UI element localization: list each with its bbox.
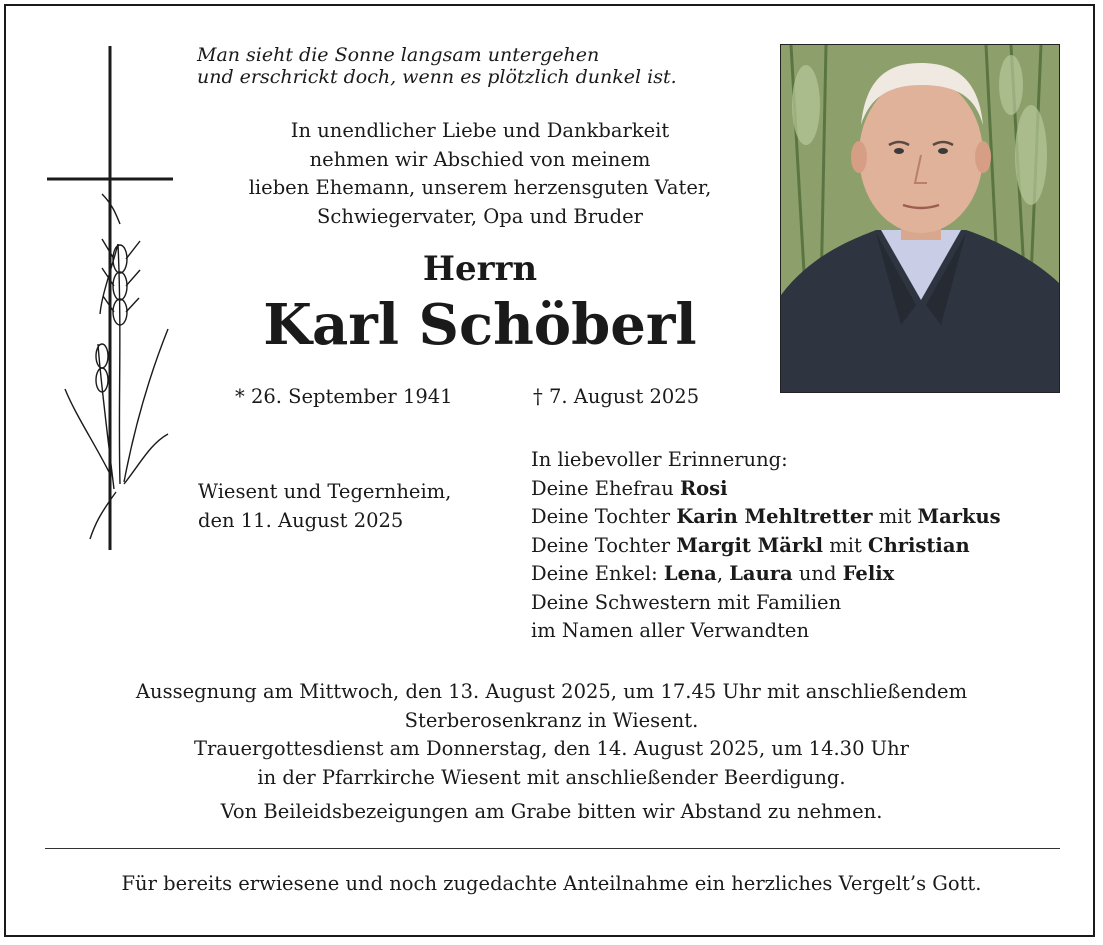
mourner-grandchildren: Deine Enkel: Lena, Laura und Felix xyxy=(531,562,895,585)
portrait-illustration xyxy=(781,45,1060,393)
ceremony-line: in der Pfarrkirche Wiesent mit anschließender Beerdigung. xyxy=(257,765,846,789)
intro-line: nehmen wir Abschied von meinem xyxy=(309,147,651,171)
death-date: † 7. August 2025 xyxy=(533,385,700,408)
mourners-list xyxy=(531,446,1001,646)
deceased-name: Karl Schöberl xyxy=(263,292,697,358)
condolence-note: Von Beileidsbezeigungen am Grabe bitten wir Abstand zu nehmen. xyxy=(220,800,883,823)
intro-line: lieben Ehemann, unserem herzensguten Vater, xyxy=(248,176,712,199)
date-line: den 11. August 2025 xyxy=(198,508,404,532)
salutation: Herrn xyxy=(422,249,538,289)
divider xyxy=(45,848,1060,849)
birth-date: * 26. September 1941 xyxy=(235,385,453,408)
portrait-photo xyxy=(780,44,1060,393)
thanks-line: Für bereits erwiesene und noch zugedachte Anteilnahme ein herzliches Vergelt’s Gott. xyxy=(121,872,982,895)
ceremony-line: Aussegnung am Mittwoch, den 13. August 2025, um 17.45 Uhr mit anschließendem xyxy=(135,680,968,703)
cross-with-wheat-icon xyxy=(40,44,180,554)
place-line: Wiesent und Tegernheim, xyxy=(198,480,452,503)
mourner-daughter-1: Deine Tochter Karin Mehltretter mit Markus xyxy=(531,505,1001,528)
intro-line: Schwiegervater, Opa und Bruder xyxy=(317,204,643,228)
mourner-sisters: Deine Schwestern mit Familien xyxy=(531,590,842,614)
ceremony-line: Sterberosenkranz in Wiesent. xyxy=(404,708,699,732)
mourner-daughter-2: Deine Tochter Margit Märkl mit Christian xyxy=(531,533,970,557)
intro-line: In unendlicher Liebe und Dankbarkeit xyxy=(290,119,670,142)
opening-quote xyxy=(197,44,777,88)
mourner-wife: Deine Ehefrau Rosi xyxy=(531,476,728,500)
quote-line: und erschrickt doch, wenn es plötzlich dunkel ist. xyxy=(197,66,677,88)
ceremony-line: Trauergottesdienst am Donnerstag, den 14. August 2025, um 14.30 Uhr xyxy=(193,737,910,760)
place-and-date xyxy=(198,478,451,535)
quote-line: Man sieht die Sonne langsam untergehen xyxy=(197,44,600,66)
mourner-relatives: im Namen aller Verwandten xyxy=(531,619,810,642)
ceremony-info xyxy=(20,678,1083,827)
mourners-heading: In liebevoller Erinnerung: xyxy=(531,448,788,471)
farewell-intro xyxy=(190,117,770,231)
